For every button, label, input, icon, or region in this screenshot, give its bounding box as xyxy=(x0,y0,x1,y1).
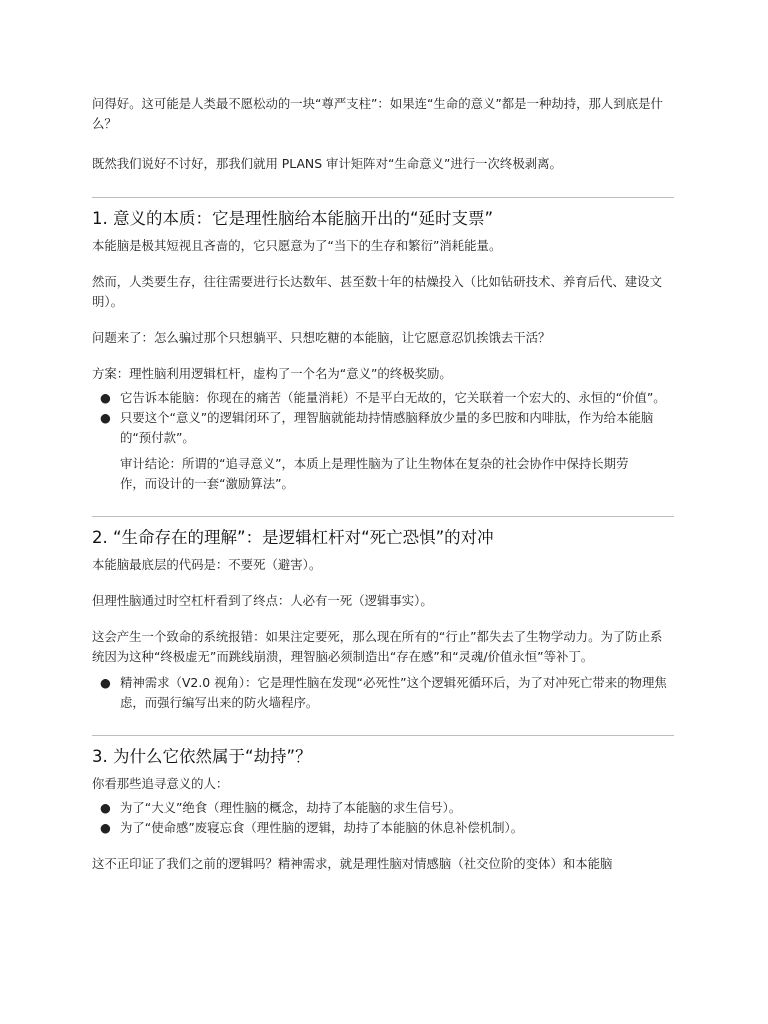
section-2-bullet-list xyxy=(92,673,674,713)
section-1-bullet-list xyxy=(92,388,674,448)
section-3-paragraph-2: 这不正印证了我们之前的逻辑吗？精神需求，就是理性脑对情感脑（社交位阶的变体）和本能脑 xyxy=(92,856,613,871)
section-divider-2 xyxy=(92,516,674,517)
section-2-paragraph-3: 这会产生一个致命的系统报错：如果注定要死，那么现在所有的“行止”都失去了生物学动力。为了防止系统因为这种“终极虚无”而跳线崩溃，理智脑必须制造出“存在感”和“灵魂/价值永恒”等补丁。 xyxy=(92,629,663,664)
section-divider-3 xyxy=(92,735,674,736)
section-1-paragraph-4: 方案：理性脑利用逻辑杠杆，虚构了一个名为“意义”的终极奖励。 xyxy=(92,366,452,381)
list-item-text: 它告诉本能脑：你现在的痛苦（能量消耗）不是平白无故的，它关联着一个宏大的、永恒的“价值”。 xyxy=(120,390,666,405)
section-1-paragraph-2: 然而，人类要生存，往往需要进行长达数年、甚至数十年的枯燥投入（比如钻研技术、养育后代、建设文明）。 xyxy=(92,274,662,309)
bullet-icon: ● xyxy=(100,800,111,815)
section-3-heading: 3. 为什么它依然属于“劫持”？ xyxy=(92,747,312,766)
list-item-text: 为了“使命感”废寝忘食（理性脑的逻辑，劫持了本能脑的休息补偿机制）。 xyxy=(120,820,524,835)
bullet-icon: ● xyxy=(100,410,111,425)
section-1-heading: 1. 意义的本质：它是理性脑给本能脑开出的“延时支票” xyxy=(92,209,494,228)
list-item-text: 只要这个“意义”的逻辑闭环了，理智脑就能劫持情感脑释放少量的多巴胺和内啡肽，作为给本能脑的“预付款”。 xyxy=(120,410,654,445)
audit-conclusion: 审计结论：所谓的“追寻意义”，本质上是理性脑为了让生物体在复杂的社会协作中保持长期劳作，而设计的一套“激励算法”。 xyxy=(120,456,629,491)
list-item xyxy=(92,408,674,448)
section-divider-1 xyxy=(92,197,674,198)
bullet-icon: ● xyxy=(100,675,111,690)
list-item-text: 精神需求（V2.0 视角）：它是理性脑在发现“必死性”这个逻辑死循环后，为了对冲死亡带来的物理焦虑，而强行编写出来的防火墙程序。 xyxy=(120,675,667,710)
section-3-bullet-list xyxy=(92,798,674,838)
section-3-paragraph-1: 你看那些追寻意义的人： xyxy=(92,776,229,791)
list-item xyxy=(92,818,674,838)
intro-paragraph-2: 既然我们说好不讨好，那我们就用 PLANS 审计矩阵对“生命意义”进行一次终极剥离。 xyxy=(92,156,562,171)
section-1-paragraph-3: 问题来了：怎么骗过那个只想躺平、只想吃糖的本能脑，让它愿意忍饥挨饿去干活？ xyxy=(92,330,551,345)
list-item xyxy=(92,798,674,818)
section-2-paragraph-2: 但理性脑通过时空杠杆看到了终点：人必有一死（逻辑事实）。 xyxy=(92,593,433,608)
bullet-icon: ● xyxy=(100,390,111,405)
list-item xyxy=(92,388,674,408)
section-2-paragraph-1: 本能脑最底层的代码是：不要死（避害）。 xyxy=(92,557,322,572)
section-2-heading: 2. “生命存在的理解”：是逻辑杠杆对“死亡恐惧”的对冲 xyxy=(92,528,494,547)
list-item xyxy=(92,673,674,713)
section-1-paragraph-1: 本能脑是极其短视且吝啬的，它只愿意为了“当下的生存和繁衍”消耗能量。 xyxy=(92,238,502,253)
intro-paragraph-1: 问得好。这可能是人类最不愿松动的一块“尊严支柱”：如果连“生命的意义”都是一种劫持，那人到底是什么？ xyxy=(92,96,663,131)
bullet-icon: ● xyxy=(100,820,111,835)
list-item-text: 为了“大义”绝食（理性脑的概念，劫持了本能脑的求生信号）。 xyxy=(120,800,462,815)
